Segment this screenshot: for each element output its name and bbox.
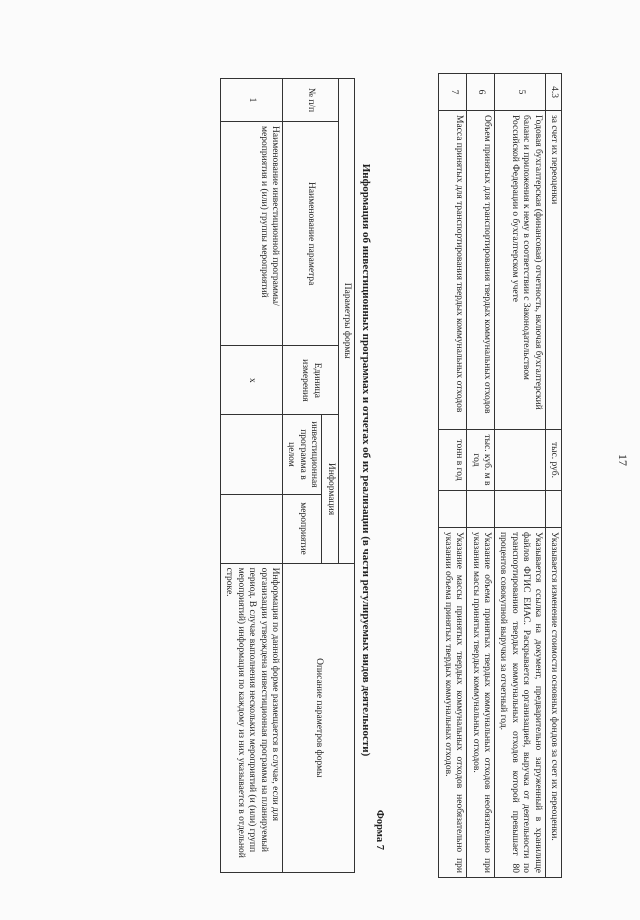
row-name: за счет их переоценки <box>545 111 561 430</box>
section-title: Информация об инвестиционных программах и отчетах об их реализации (в части регулируемых видов деятельности) <box>360 163 372 757</box>
header-number: № п/п <box>283 79 339 122</box>
header-row <box>338 79 354 873</box>
row-value <box>545 491 561 528</box>
header-name: Наименование параметра <box>283 122 339 346</box>
row-value <box>439 491 467 528</box>
row-unit: тыс. руб. <box>545 430 561 491</box>
row-unit: тыс. куб. м в год <box>467 430 495 491</box>
header-description: Описание параметров формы <box>283 563 355 872</box>
row-description: Указывается ссылка на документ, предварительно загруженный в хранилище файлов ФГИС ЕИАС. Раскрывается организацией, выручка от деятельности по транспортированию твердых коммунальных отходов которой превышает 80 процентов совокупной выручки за отчетный год. <box>495 528 546 878</box>
row-info-event <box>221 494 283 563</box>
investment-program-table <box>220 78 355 873</box>
row-description: Указание массы принятых твердых коммунальных отходов необязательно при указании объема принятых твердых коммунальных отходов. <box>439 528 467 878</box>
row-value <box>495 491 546 528</box>
row-number: 6 <box>467 74 495 111</box>
row-name: Наименование инвестиционной программы/мероприятия и (или) группы мероприятий <box>221 122 283 346</box>
row-name: Годовая бухгалтерская (финансовая) отчетность, включая бухгалтерский баланс и приложения к нему в соответствии с Законодательством Российской Федерации о бухгалтерском учете <box>495 111 546 430</box>
header-info: Информация <box>322 415 338 563</box>
parameters-table-continued <box>438 73 562 878</box>
page-number: 17 <box>616 454 630 466</box>
row-number: 4.3 <box>545 74 561 111</box>
row-description: Указание объема принятых твердых коммунальных отходов необязательно при указании массы принятых твердых коммунальных отходов. <box>467 528 495 878</box>
form-label: Форма 7 <box>374 809 385 850</box>
table-row <box>467 74 495 878</box>
row-description: Указывается изменение стоимости основных фондов за счет их переоценки. <box>545 528 561 878</box>
table-row <box>439 74 467 878</box>
row-info-program <box>221 415 283 494</box>
table-row <box>495 74 546 878</box>
header-info-program: инвестиционная программа в целом <box>283 415 322 494</box>
row-value <box>467 491 495 528</box>
row-name: Масса принятых для транспортирования твердых коммунальных отходов <box>439 111 467 430</box>
header-form-params: Параметры формы <box>338 79 354 564</box>
table-row <box>545 74 561 878</box>
row-number: 7 <box>439 74 467 111</box>
row-unit <box>495 430 546 491</box>
row-number: 5 <box>495 74 546 111</box>
row-number: 1 <box>221 79 283 122</box>
row-name: Объем принятых для транспортирования твердых коммунальных отходов <box>467 111 495 430</box>
row-unit: x <box>221 346 283 415</box>
row-description: Информация по данной форме размещается в случае, если для организации утверждена инвестиционная программа на планируемый период. В случае выполнения нескольких мероприятий (и (или) групп мероприятий) информация по каждому из них указывается в отдельной строке. <box>221 563 283 872</box>
header-unit: Единица измерения <box>283 346 339 415</box>
row-unit: тонн в год <box>439 430 467 491</box>
header-info-event: мероприятие <box>283 494 322 563</box>
table-row <box>221 79 283 873</box>
